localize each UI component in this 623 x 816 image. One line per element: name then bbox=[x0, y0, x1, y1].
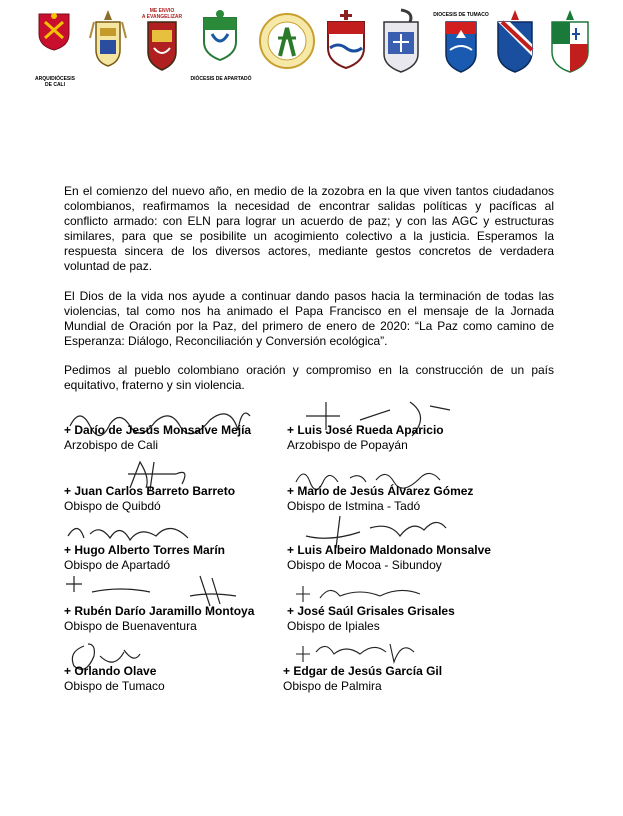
letter-paragraph: Pedimos al pueblo colombiano oración y compromiso en la construcción de un país equitativo, fraterno y sin violencia. bbox=[64, 363, 554, 392]
crest-caption: ARQUIDIÓCESIS DE CALI bbox=[34, 76, 75, 88]
diocesis-apartado-crest bbox=[192, 8, 248, 68]
signatory-name: + Mario de Jesús Álvarez Gómez bbox=[287, 484, 474, 498]
crest-caption: DIOCESIS DE TUMACO bbox=[433, 12, 489, 18]
signatory-title: Obispo de Apartadó bbox=[64, 558, 171, 572]
letter-paragraph: El Dios de la vida nos ayude a continuar dando pasos hacia la terminación de todas las violencias, tal como nos ha animado el Papa Francisco en el mensaje de la Jornada Mundial de Oración por la Paz, del primero de enero de 2020: “La Paz como camino de Esperanza: Diálogo, Reconciliación y Conversión ecológica”. bbox=[64, 289, 554, 348]
signatory-name: + Luis Albeiro Maldonado Monsalve bbox=[287, 543, 491, 557]
letter-paragraph: En el comienzo del nuevo año, en medio de la zozobra en la que viven tantos ciudadanos colombianos, reafirmamos la necesidad de encontrar salidas políticas y pacíficas al conflicto armado: con ELN para lograr un acuerdo de paz; y con las AGC y estructuras similares, para que se posibilite un acogimiento colectivo a la justicia. Esperamos la respuesta sincera de los diversos actores, mediante gestos concretos de verdadera voluntad de paz. bbox=[64, 184, 554, 273]
handwritten-signature bbox=[60, 516, 200, 546]
diocese-crest bbox=[376, 8, 426, 76]
signatory-name: + Juan Carlos Barreto Barreto bbox=[64, 484, 236, 498]
signatory-title: Arzobispo de Cali bbox=[64, 438, 159, 452]
diocese-crest bbox=[546, 8, 594, 76]
signatory-name: + Hugo Alberto Torres Marín bbox=[64, 543, 226, 557]
diocese-crests-row bbox=[30, 8, 600, 88]
crest-caption: ME ENVIO A EVANGELIZAR bbox=[141, 8, 183, 20]
diocese-crest bbox=[88, 8, 128, 74]
signatory-title: Obispo de Tumaco bbox=[64, 679, 165, 693]
crest-caption: DIÓCESIS DE APARTADÓ bbox=[190, 76, 252, 82]
handwritten-signature bbox=[290, 634, 430, 668]
signatory-title: Obispo de Buenaventura bbox=[64, 619, 197, 633]
signatory-title: Obispo de Palmira bbox=[283, 679, 382, 693]
signatory-name: + Edgar de Jesús García Gil bbox=[283, 664, 443, 678]
signatory-name: + José Saúl Grisales Grisales bbox=[287, 604, 455, 618]
signatory-name: + Luis José Rueda Aparicio bbox=[287, 423, 444, 437]
signatory-title: Obispo de Quibdó bbox=[64, 499, 161, 513]
signatory-title: Obispo de Istmina - Tadó bbox=[287, 499, 421, 513]
diocese-crest bbox=[258, 8, 316, 74]
signatory-title: Obispo de Ipiales bbox=[287, 619, 380, 633]
diocesis-tumaco-crest bbox=[434, 8, 488, 76]
diocese-crest bbox=[324, 8, 368, 70]
handwritten-signature bbox=[60, 572, 240, 608]
signatory-title: Obispo de Mocoa - Sibundoy bbox=[287, 558, 442, 572]
signatory-name: + Rubén Darío Jaramillo Montoya bbox=[64, 604, 255, 618]
signatory-name: + Darío de Jesús Monsalve Mejía bbox=[64, 423, 252, 437]
signatory-name: + Orlando Olave bbox=[64, 664, 157, 678]
signatory-title: Arzobispo de Popayán bbox=[287, 438, 408, 452]
diocese-crest bbox=[492, 8, 538, 76]
arquidiocesis-cali-crest bbox=[35, 8, 73, 52]
